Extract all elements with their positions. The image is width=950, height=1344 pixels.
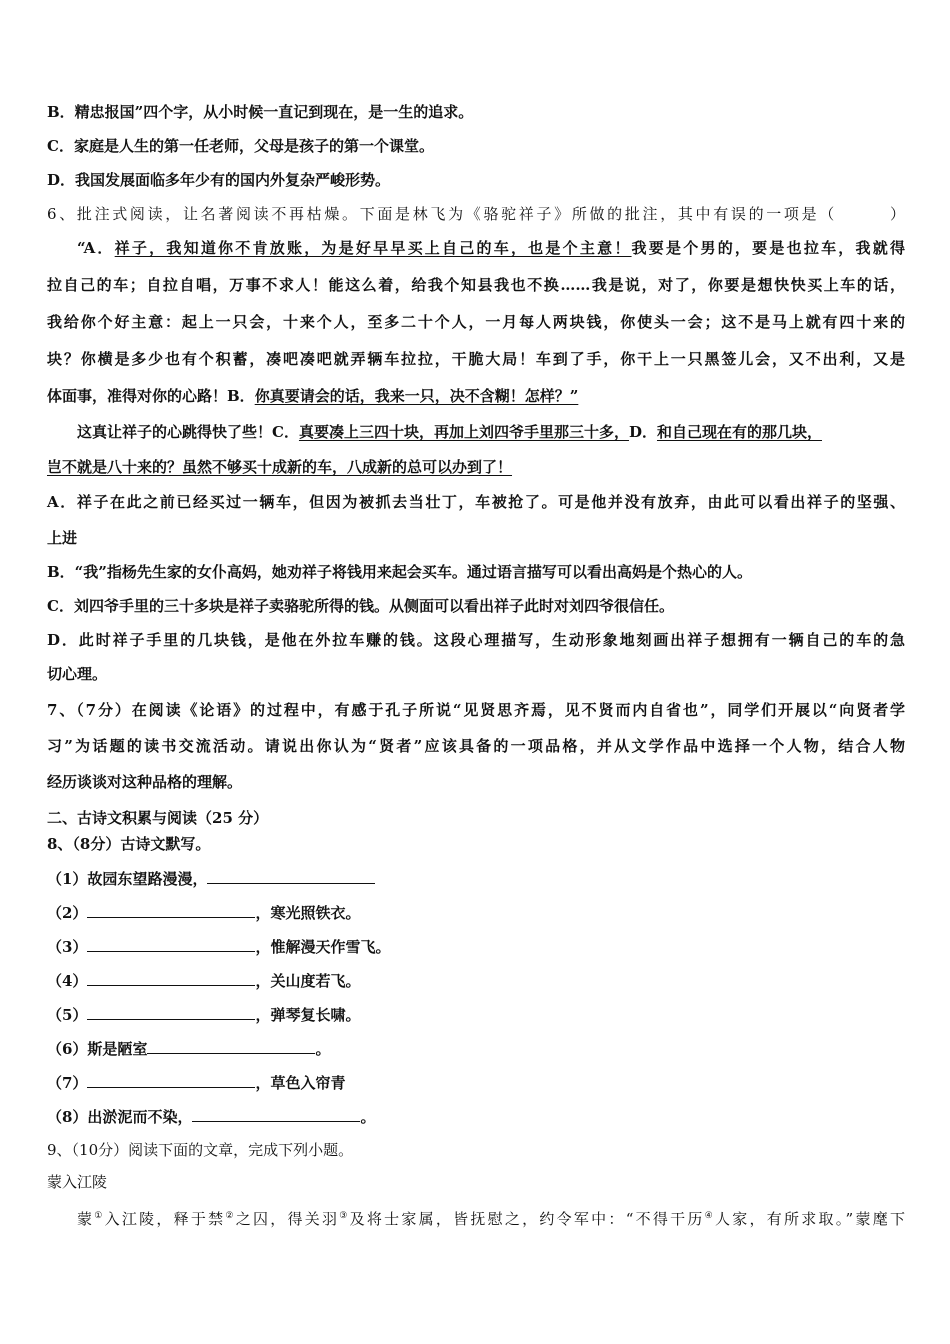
text-segment: 体面事，准得对你的心路！B． (47, 387, 255, 405)
text-segment: （4） (47, 972, 88, 990)
text-line (47, 349, 905, 369)
text-segment: （7） (47, 1074, 88, 1092)
text-line (47, 868, 905, 889)
text-segment: 我要是个男的，要是也拉车，我就得 (631, 239, 905, 257)
text-line (47, 664, 905, 684)
text-line (47, 422, 905, 442)
underlined-annotation: 岂不就是八十来的？虽然不够买十成新的车，八成新的总可以办到了！ (47, 458, 513, 476)
text-segment: 块？你横是多少也有个积蓄，凑吧凑吧就弄辆车拉拉，干脆大局！车到了手，你干上一只黑签儿会，又不出利，又是 (47, 350, 905, 368)
text-segment: 拉自己的车；自拉自唱，万事不求人！能这么着，给我个知县我也不换……我是说，对了，你要是想快快买上车的话， (47, 276, 905, 294)
footnote-marker: ① (94, 1211, 105, 1221)
underlined-annotation: 祥子，我知道你不肯放账，为是好早早买上自己的车，也是个主意！ (114, 239, 632, 257)
text-segment: 蒙 (77, 1210, 95, 1228)
answer-blank (147, 1038, 315, 1054)
answer-blank (87, 970, 255, 986)
text-segment: “A． (77, 239, 115, 257)
answer-blank (87, 936, 255, 952)
text-segment: ，草色入帘青 (255, 1074, 346, 1092)
text-segment: （5） (47, 1006, 88, 1024)
text-line (47, 596, 905, 616)
answer-blank (87, 902, 255, 918)
text-segment: 蒙入江陵 (47, 1173, 108, 1191)
text-segment: C．家庭是人生的第一任老师，父母是孩子的第一个课堂。 (47, 137, 434, 155)
text-line (47, 772, 905, 792)
text-line (47, 312, 905, 332)
text-line (47, 1172, 905, 1192)
text-segment: 7、（7分）在阅读《论语》的过程中，有感于孔子所说“见贤思齐焉，见不贤而内自省也”，同学们开展以“向贤者学 (47, 701, 905, 719)
text-segment: 这真让祥子的心跳得快了些！C． (77, 423, 299, 441)
text-segment: 二、古诗文积累与阅读（25 分） (47, 809, 269, 827)
text-segment: B．“我”指杨先生家的女仆高妈，她劝祥子将钱用来起会买车。通过语言描写可以看出高妈是个热心的人。 (47, 563, 752, 581)
text-line (47, 736, 905, 756)
text-segment: （1）故园东望路漫漫， (47, 870, 208, 888)
text-segment: 入江陵，释于禁 (104, 1210, 226, 1228)
text-segment: （6）斯是陋室 (47, 1040, 148, 1058)
text-line (47, 562, 905, 582)
text-line (47, 970, 905, 991)
text-segment: （2） (47, 904, 88, 922)
text-segment: 。 (315, 1040, 331, 1058)
text-line (47, 902, 905, 923)
text-segment: D．我国发展面临多年少有的国内外复杂严峻形势。 (47, 171, 391, 189)
text-segment: ，惟解漫天作雪飞。 (255, 938, 391, 956)
footnote-marker: ③ (339, 1211, 350, 1221)
text-segment: C．刘四爷手里的三十多块是祥子卖骆驼所得的钱。从侧面可以看出祥子此时对刘四爷很信任。 (47, 597, 674, 615)
text-line (47, 136, 905, 156)
text-line (47, 170, 905, 190)
text-line (47, 457, 905, 477)
text-segment: 。 (360, 1108, 376, 1126)
text-segment: ，寒光照铁衣。 (255, 904, 361, 922)
text-line (47, 630, 905, 650)
text-segment: 9、（10分）阅读下面的文章，完成下列小题。 (47, 1141, 354, 1159)
text-line (47, 492, 905, 512)
answer-blank (87, 1072, 255, 1088)
text-segment: 6、批注式阅读，让名著阅读不再枯燥。下面是林飞为《骆驼祥子》所做的批注，其中有误的一项是（ ） (47, 205, 905, 223)
text-line (47, 275, 905, 295)
text-segment: 我给你个好主意：起上一只会，十来个人，至多二十个人，一月每人两块钱，你使头一会；这不是马上就有四十来的 (47, 313, 905, 331)
text-segment: D．此时祥子手里的几块钱，是他在外拉车赚的钱。这段心理描写，生动形象地刻画出祥子想拥有一辆自己的车的急 (47, 631, 905, 649)
text-line (47, 808, 905, 828)
text-segment: 习”为话题的读书交流活动。请说出你认为“贤者”应该具备的一项品格，并从文学作品中选择一个人物，结合人物 (47, 737, 905, 755)
text-segment: 之囚，得关羽 (235, 1210, 340, 1228)
underlined-annotation: 和自己现在有的那几块， (656, 423, 822, 441)
text-segment: （8）出淤泥而不染， (47, 1108, 193, 1126)
text-segment: 切心理。 (47, 665, 108, 683)
text-segment: 8、（8分）古诗文默写。 (47, 835, 211, 853)
text-line (47, 238, 905, 258)
text-line (47, 1206, 905, 1229)
text-segment: D． (628, 423, 657, 441)
text-segment: 人家，有所求取。”蒙麾下 (714, 1210, 905, 1228)
text-segment: A．祥子在此之前已经买过一辆车，但因为被抓去当壮丁，车被抢了。可是他并没有放弃，由此可以看出祥子的坚强、 (47, 493, 905, 511)
text-line (47, 936, 905, 957)
text-line (47, 204, 905, 224)
answer-blank (192, 1106, 360, 1122)
text-line (47, 700, 905, 720)
text-segment: 上进 (47, 529, 78, 547)
answer-blank (87, 1004, 255, 1020)
text-segment: 经历谈谈对这种品格的理解。 (47, 773, 243, 791)
text-line (47, 528, 905, 548)
text-line (47, 834, 905, 854)
text-segment: （3） (47, 938, 88, 956)
underlined-annotation: 真要凑上三四十块，再加上刘四爷手里那三十多， (298, 423, 629, 441)
text-line (47, 102, 905, 122)
text-line (47, 386, 905, 406)
underlined-annotation: 你真要请会的话，我来一只，决不含糊！怎样？” (254, 387, 579, 405)
text-line (47, 1140, 905, 1160)
footnote-marker: ② (225, 1211, 236, 1221)
text-line (47, 1072, 905, 1093)
text-segment: ，关山度若飞。 (255, 972, 361, 990)
text-line (47, 1038, 905, 1059)
text-segment: 及将士家属，皆抚慰之，约令军中：“不得干历 (349, 1210, 705, 1228)
text-segment: B．精忠报国”四个字，从小时候一直记到现在，是一生的追求。 (47, 103, 474, 121)
answer-blank (207, 868, 375, 884)
text-line (47, 1106, 905, 1127)
text-line (47, 1004, 905, 1025)
footnote-marker: ④ (704, 1211, 715, 1221)
text-segment: ，弹琴复长啸。 (255, 1006, 361, 1024)
